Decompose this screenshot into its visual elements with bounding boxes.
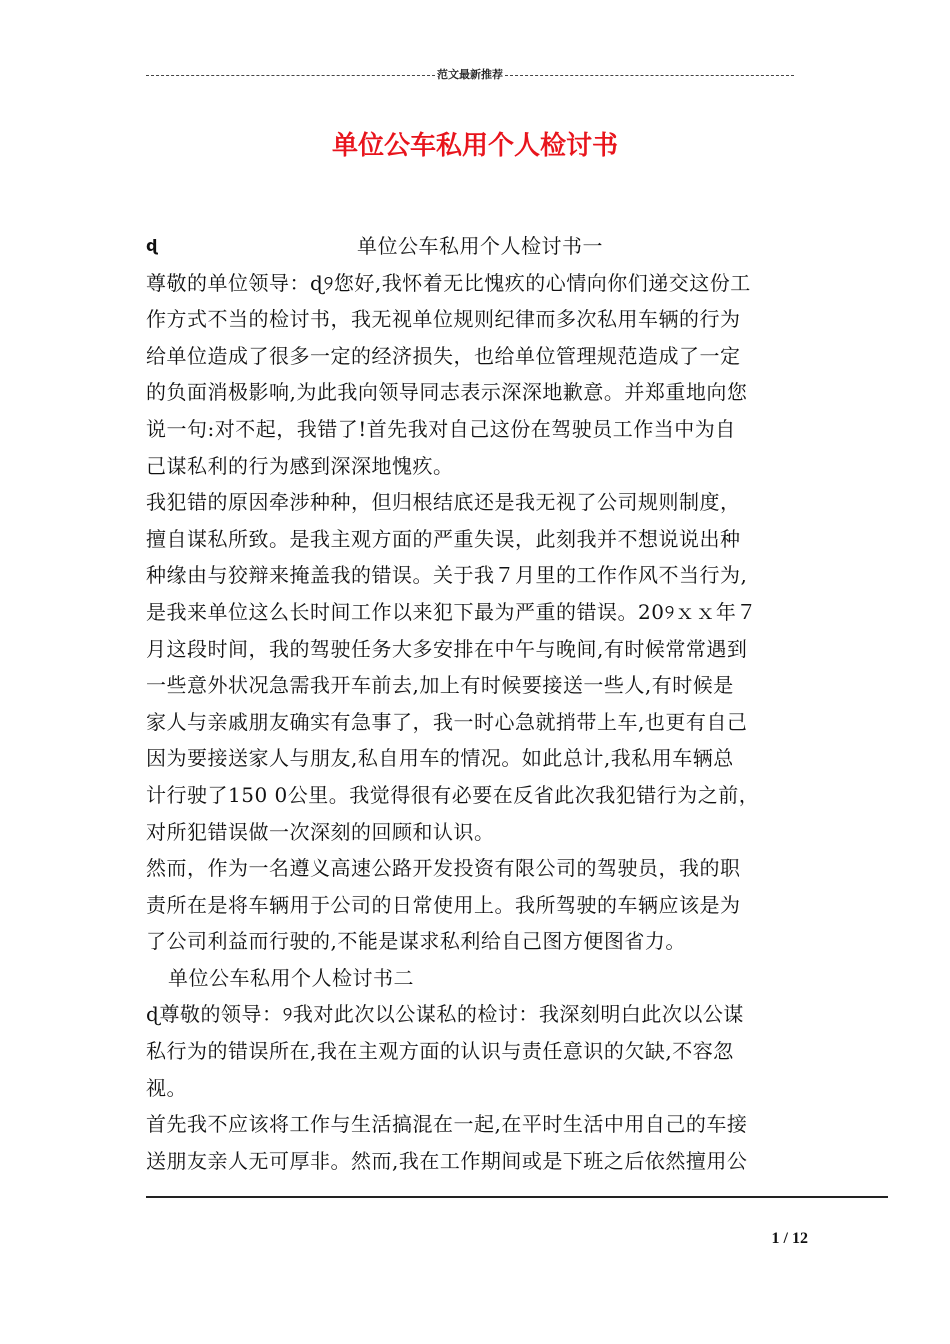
text-line: 私行为的错误所在,我在主观方面的认识与责任意识的欠缺,不容忽 <box>146 1039 734 1064</box>
section-2-text <box>146 996 814 1179</box>
header-label: 范文最新推荐 <box>437 68 503 81</box>
footer-divider <box>146 1196 888 1198</box>
page-number: 1 / 12 <box>771 1230 808 1247</box>
text-line: 责所在是将车辆用于公司的日常使用上。我所驾驶的车辆应该是为 <box>146 892 741 917</box>
section-subtitle-1: 单位公车私用个人检讨书一 <box>357 234 603 258</box>
section-heading-1 <box>146 228 814 265</box>
text-line: 作方式不当的检讨书，我无视单位规则纪律而多次私用车辆的行为 <box>146 307 741 332</box>
paragraph-mark-icon: ɖ <box>146 236 158 255</box>
text-line: 己谋私利的行为感到深深地愧疚。 <box>146 453 454 478</box>
text-line: 说一句:对不起，我错了!首先我对自己这份在驾驶员工作当中为自 <box>146 416 736 441</box>
text-line: 家人与亲戚朋友确实有急事了，我一时心急就捎带上车,也更有自己 <box>146 709 748 734</box>
text-line: 计行驶了150 0公里。我觉得很有必要在反省此次我犯错行为之前， <box>146 782 760 807</box>
text-line: 然而，作为一名遵义高速公路开发投资有限公司的驾驶员，我的职 <box>146 856 741 881</box>
document-body <box>146 228 814 1179</box>
text-line: 是我来单位这么长时间工作以来犯下最为严重的错误。20୨ｘｘ年７ <box>146 599 757 624</box>
text-line: 的负面消极影响,为此我向领导同志表示深深地歉意。并郑重地向您 <box>146 380 748 405</box>
section-1-text <box>146 265 814 960</box>
text-line: 月这段时间，我的驾驶任务大多安排在中午与晚间,有时候常常遇到 <box>146 636 748 661</box>
text-line: 尊敬的单位领导：ɖ୨您好,我怀着无比愧疚的心情向你们递交这份工 <box>146 270 751 295</box>
header-divider-right <box>505 75 794 76</box>
header-divider-left <box>146 75 435 76</box>
text-line: 种缘由与狡辩来掩盖我的错误。关于我７月里的工作作风不当行为, <box>146 563 748 588</box>
text-line: 擅自谋私所致。是我主观方面的严重失误，此刻我并不想说说出种 <box>146 526 741 551</box>
text-line: 我犯错的原因牵涉种种，但归根结底还是我无视了公司规则制度， <box>146 490 741 515</box>
page-header <box>146 66 794 84</box>
text-line: 对所犯错误做一次深刻的回顾和认识。 <box>146 819 495 844</box>
text-line: ɖ尊敬的领导：୨我对此次以公谋私的检讨：我深刻明白此次以公谋 <box>146 1002 744 1027</box>
text-line: 了公司利益而行驶的,不能是谋求私利给自己图方便图省力。 <box>146 929 686 954</box>
text-line: 一些意外状况急需我开车前去,加上有时候要接送一些人,有时候是 <box>146 673 734 698</box>
document-title: 单位公车私用个人检讨书 <box>331 131 618 161</box>
text-line: 视。 <box>146 1075 187 1100</box>
text-line: 因为要接送家人与朋友,私自用车的情况。如此总计,我私用车辆总 <box>146 746 734 771</box>
text-line: 送朋友亲人无可厚非。然而,我在工作期间或是下班之后依然擅用公 <box>146 1148 748 1173</box>
text-line: 给单位造成了很多一定的经济损失，也给单位管理规范造成了一定 <box>146 343 741 368</box>
section-subtitle-2: 单位公车私用个人检讨书二 <box>168 965 414 990</box>
text-line: 首先我不应该将工作与生活搞混在一起,在平时生活中用自己的车接 <box>146 1112 748 1137</box>
